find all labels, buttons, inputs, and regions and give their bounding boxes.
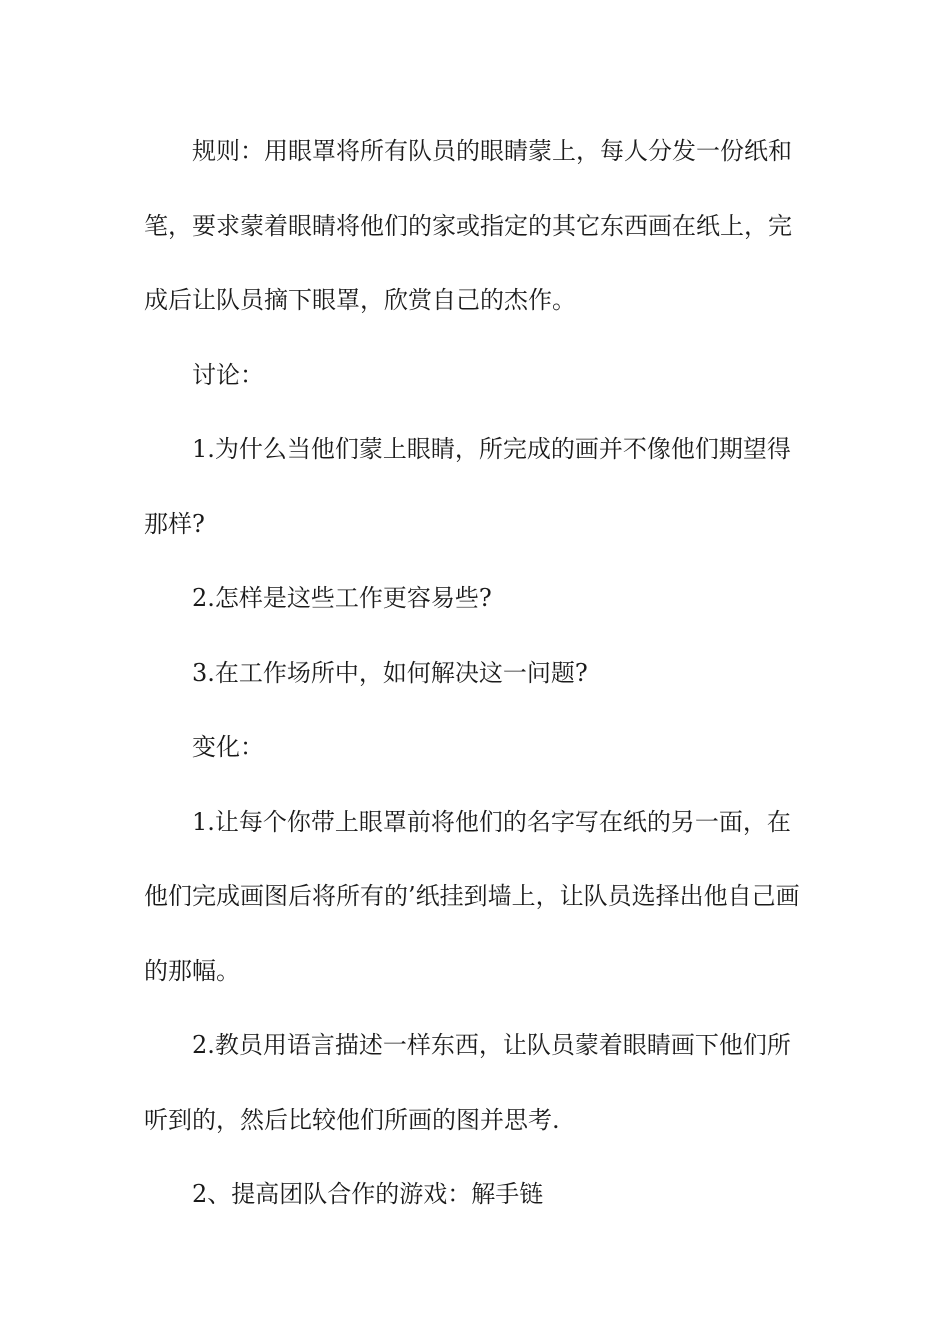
discussion-item-2: 2.怎样是这些工作更容易些? xyxy=(192,584,492,612)
discussion-item-1-line-2: 那样? xyxy=(144,509,205,538)
variation-item-2-line-1: 2.教员用语言描述一样东西，让队员蒙着眼睛画下他们所 xyxy=(192,1031,791,1059)
document-body xyxy=(144,114,808,1232)
variation-item-1-line-1: 1.让每个你带上眼罩前将他们的名字写在纸的另一面，在 xyxy=(192,807,791,836)
rules-line-1: 规则：用眼罩将所有队员的眼睛蒙上，每人分发一份纸和 xyxy=(192,137,792,165)
variation-item-2-line-2: 听到的，然后比较他们所画的图并思考. xyxy=(144,1105,560,1134)
variation-item-1-line-2: 他们完成画图后将所有的’纸挂到墙上，让队员选择出他自己画 xyxy=(144,882,800,910)
rules-line-2: 笔，要求蒙着眼睛将他们的家或指定的其它东西画在纸上，完 xyxy=(144,211,792,240)
discussion-item-1-line-1: 1.为什么当他们蒙上眼睛，所完成的画并不像他们期望得 xyxy=(192,435,791,463)
discussion-item-3: 3.在工作场所中，如何解决这一问题? xyxy=(192,658,588,687)
discussion-heading: 讨论： xyxy=(192,360,264,389)
rules-line-3: 成后让队员摘下眼罩，欣赏自己的杰作。 xyxy=(144,286,576,314)
variation-item-1-line-3: 的那幅。 xyxy=(144,956,240,985)
section-heading-game: 2、提高团队合作的游戏：解手链 xyxy=(192,1180,544,1208)
variation-heading: 变化： xyxy=(192,733,264,761)
